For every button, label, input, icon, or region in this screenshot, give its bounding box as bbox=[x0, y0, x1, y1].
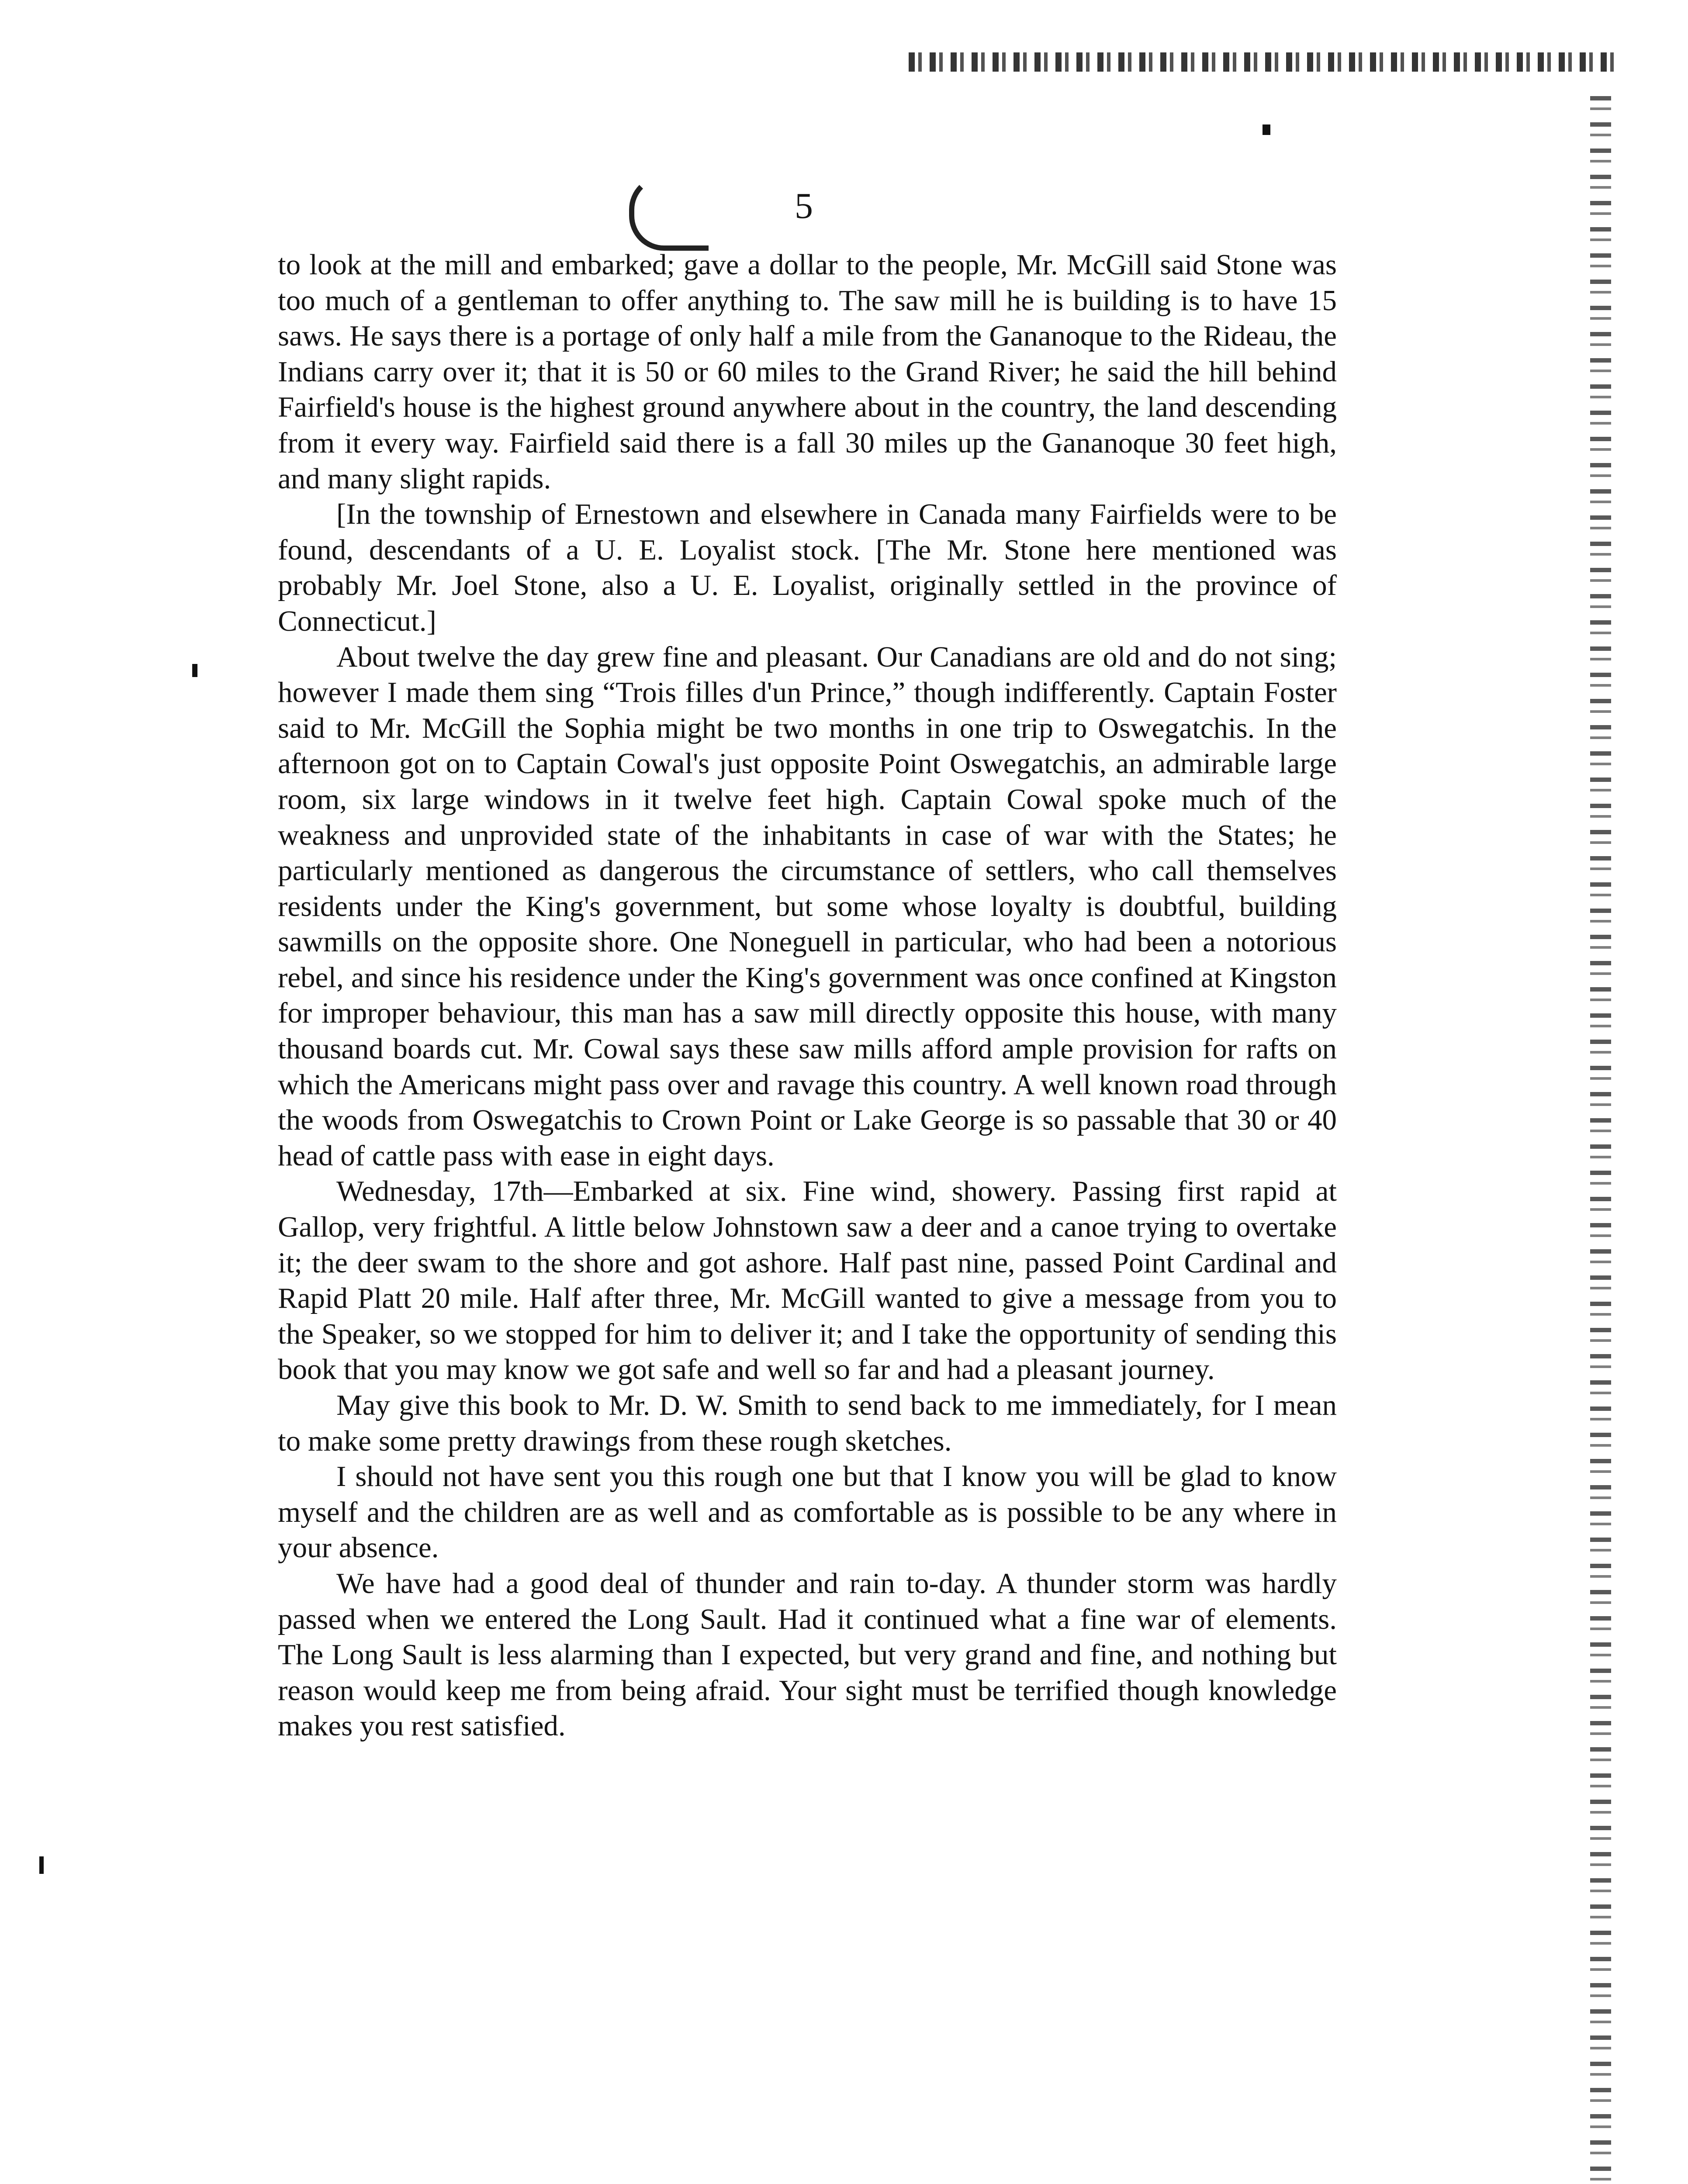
paragraph: [In the township of Ernestown and elsewhere in Canada many Fairfields were to be found, descendants of a U. E. Loyalist stock. [The Mr. Stone here mentioned was probably Mr. Joel Stone, also a U. E. Loyalist, originally settled in the province of Connecticut.] bbox=[278, 498, 1337, 637]
scan-noise-top bbox=[909, 52, 1616, 72]
page-number: 5 bbox=[795, 186, 813, 226]
body-text bbox=[278, 247, 1337, 1744]
paragraph: to look at the mill and embarked; gave a dollar to the people, Mr. McGill said Stone was too much of a gentleman to offer anything to. The saw mill he is building is to have 15 saws. He says there is a portage of only half a mile from the Gananoque to the Rideau, the Indians carry over it; that it is 50 or 60 miles to the Grand River; he said the hill behind Fairfield's house is the highest ground anywhere about in the country, the land descending from it every way. Fairfield said there is a fall 30 miles up the Gananoque 30 feet high, and many slight rapids. bbox=[278, 249, 1337, 495]
paragraph: I should not have sent you this rough one but that I know you will be glad to know myself and the children are as well and as comfortable as is possible to be any where in your absence. bbox=[278, 1460, 1337, 1564]
paragraph: Wednesday, 17th—Embarked at six. Fine wind, showery. Passing first rapid at Gallop, very frightful. A little below Johnstown saw a deer and a canoe trying to overtake it; the deer swam to the shore and got ashore. Half past nine, passed Point Cardinal and Rapid Platt 20 mile. Half after three, Mr. McGill wanted to give a message from you to the Speaker, so we stopped for him to deliver it; and I take the opportunity of sending this book that you may know we got safe and well so far and had a pleasant journey. bbox=[278, 1175, 1337, 1386]
handwritten-mark bbox=[629, 175, 709, 251]
scan-speck bbox=[192, 664, 197, 677]
scan-speck bbox=[39, 1856, 44, 1874]
paragraph: We have had a good deal of thunder and rain to-day. A thunder storm was hardly passed when we entered the Long Sault. Had it continued what a fine war of elements. The Long Sault is less alarming than I expected, but very grand and fine, and nothing but reason would keep me from being afraid. Your sight must be terrified though knowledge makes you rest satisfied. bbox=[278, 1567, 1337, 1742]
scan-speck bbox=[1263, 124, 1270, 135]
scan-noise-right-edge bbox=[1590, 96, 1611, 2184]
paragraph: May give this book to Mr. D. W. Smith to send back to me immediately, for I mean to make some pretty drawings from these rough sketches. bbox=[278, 1389, 1337, 1457]
paragraph: About twelve the day grew fine and pleasant. Our Canadians are old and do not sing; however I made them sing “Trois filles d'un Prince,” though indifferently. Captain Foster said to Mr. McGill the Sophia might be two months in one trip to Oswegatchis. In the afternoon got on to Captain Cowal's just opposite Point Oswegatchis, an admirable large room, six large windows in it twelve feet high. Captain Cowal spoke much of the weakness and unprovided state of the inhabitants in case of war with the States; he particularly mentioned as dangerous the circumstance of settlers, who call themselves residents under the King's government, but some whose loyalty is doubtful, building sawmills on the opposite shore. One Noneguell in particular, who had been a notorious rebel, and since his residence under the King's government was once confined at Kingston for improper behaviour, this man has a saw mill directly opposite this house, with many thousand boards cut. Mr. Cowal says these saw mills afford ample provision for rafts on which the Americans might pass over and ravage this country. A well known road through the woods from Oswegatchis to Crown Point or Lake George is so passable that 30 or 40 head of cattle pass with ease in eight days. bbox=[278, 640, 1337, 1172]
